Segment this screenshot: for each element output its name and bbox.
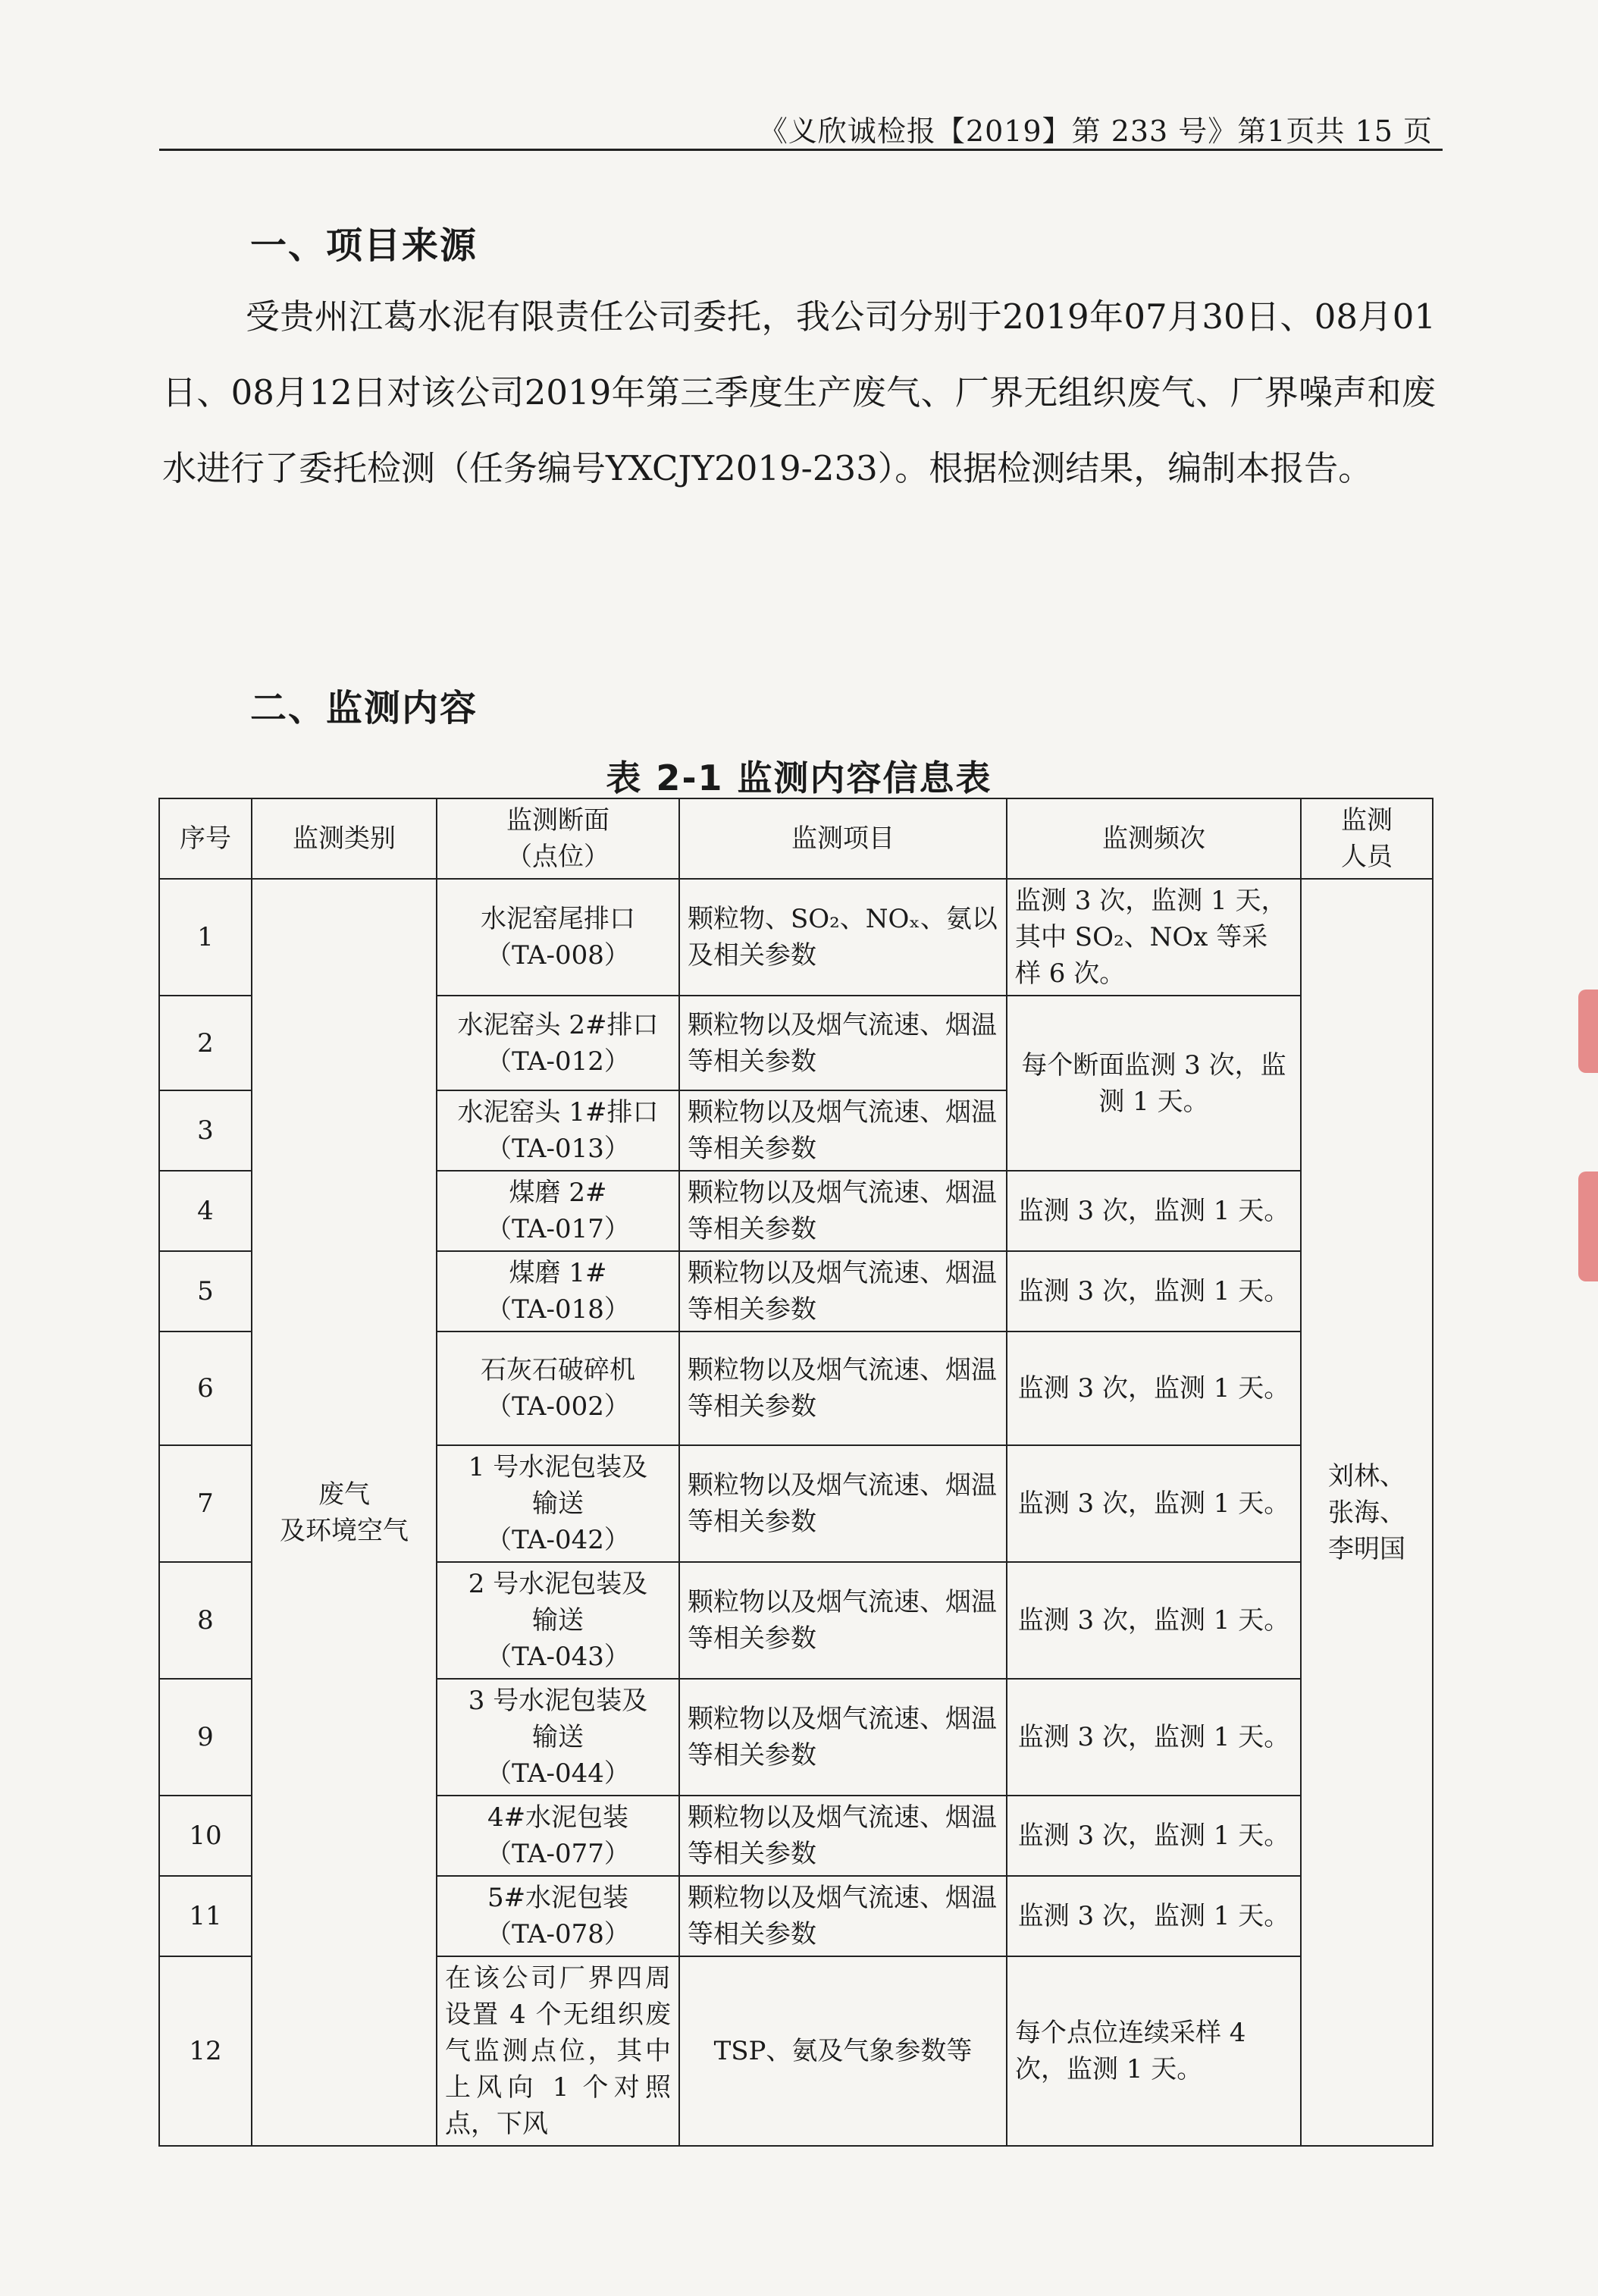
item-cell: 颗粒物以及烟气流速、烟温等相关参数 xyxy=(679,1251,1007,1331)
row-number: 7 xyxy=(159,1445,252,1562)
frequency-cell: 监测 3 次，监测 1 天。 xyxy=(1007,1445,1301,1562)
header-staff-line2: 人员 xyxy=(1341,842,1393,872)
item-cell: 颗粒物以及烟气流速、烟温等相关参数 xyxy=(679,1445,1007,1562)
frequency-cell: 监测 3 次，监测 1 天。 xyxy=(1007,1562,1301,1679)
point-cell: 煤磨 1# （TA-018） xyxy=(437,1251,679,1331)
point-cell: 5#水泥包装 （TA-078） xyxy=(437,1876,679,1956)
row-number: 8 xyxy=(159,1562,252,1679)
item-cell: 颗粒物以及烟气流速、烟温等相关参数 xyxy=(679,1331,1007,1445)
row-number: 1 xyxy=(159,879,252,996)
header-divider xyxy=(159,149,1443,151)
header-frequency: 监测频次 xyxy=(1007,798,1301,879)
frequency-cell: 监测 3 次，监测 1 天。 xyxy=(1007,1679,1301,1796)
header-no: 序号 xyxy=(159,798,252,879)
monitoring-info-table xyxy=(158,798,1434,2147)
point-cell: 4#水泥包装 （TA-077） xyxy=(437,1796,679,1876)
row-number: 3 xyxy=(159,1090,252,1171)
point-cell: 石灰石破碎机 （TA-002） xyxy=(437,1331,679,1445)
table-caption: 表 2-1 监测内容信息表 xyxy=(606,757,992,798)
row-number: 10 xyxy=(159,1796,252,1876)
frequency-cell: 每个断面监测 3 次，监测 1 天。 xyxy=(1007,996,1301,1171)
row-number: 11 xyxy=(159,1876,252,1956)
item-cell: 颗粒物以及烟气流速、烟温等相关参数 xyxy=(679,1171,1007,1251)
seal-mark-upper xyxy=(1578,990,1598,1073)
item-cell: 颗粒物以及烟气流速、烟温等相关参数 xyxy=(679,1562,1007,1679)
row-number: 2 xyxy=(159,996,252,1090)
header-staff xyxy=(1301,798,1433,879)
frequency-cell: 监测 3 次，监测 1 天。 xyxy=(1007,1251,1301,1331)
header-section-line2: （点位） xyxy=(506,842,609,872)
item-cell: 颗粒物以及烟气流速、烟温等相关参数 xyxy=(679,1679,1007,1796)
frequency-cell: 监测 3 次，监测 1 天。 xyxy=(1007,1876,1301,1956)
report-number-header: 《义欣诚检报【2019】第 233 号》第1页共 15 页 xyxy=(758,114,1433,148)
item-cell: TSP、氨及气象参数等 xyxy=(679,1956,1007,2146)
item-cell: 颗粒物以及烟气流速、烟温等相关参数 xyxy=(679,1796,1007,1876)
point-cell: 在该公司厂界四周设置 4 个无组织废气监测点位，其中上风向 1 个对照点，下风 xyxy=(437,1956,679,2146)
frequency-cell: 监测 3 次，监测 1 天。 xyxy=(1007,1331,1301,1445)
row-number: 12 xyxy=(159,1956,252,2146)
item-cell: 颗粒物、SO₂、NOₓ、氨以及相关参数 xyxy=(679,879,1007,996)
point-cell: 1 号水泥包装及 输送 （TA-042） xyxy=(437,1445,679,1562)
row-number: 5 xyxy=(159,1251,252,1331)
section-heading-monitoring-content: 二、监测内容 xyxy=(250,687,478,729)
header-section-line1: 监测断面 xyxy=(506,805,609,836)
table-row xyxy=(159,879,1433,996)
item-cell: 颗粒物以及烟气流速、烟温等相关参数 xyxy=(679,996,1007,1090)
point-cell: 水泥窑头 2#排口 （TA-012） xyxy=(437,996,679,1090)
frequency-cell: 监测 3 次，监测 1 天。 xyxy=(1007,1796,1301,1876)
header-category: 监测类别 xyxy=(252,798,437,879)
section-heading-project-source: 一、项目来源 xyxy=(250,224,478,267)
header-section xyxy=(437,798,679,879)
project-source-paragraph: 受贵州江葛水泥有限责任公司委托，我公司分别于2019年07月30日、08月01日、08月12日对该公司2019年第三季度生产废气、厂界无组织废气、厂界噪声和废水进行了委托检测（任务编号YXCJY2019-233）。根据检测结果，编制本报告。 xyxy=(162,296,1436,488)
table-header-row xyxy=(159,798,1433,879)
point-cell: 3 号水泥包装及 输送 （TA-044） xyxy=(437,1679,679,1796)
row-number: 6 xyxy=(159,1331,252,1445)
point-cell: 水泥窑头 1#排口 （TA-013） xyxy=(437,1090,679,1171)
staff-cell: 刘林、 张海、 李明国 xyxy=(1301,879,1433,2146)
point-cell: 煤磨 2# （TA-017） xyxy=(437,1171,679,1251)
item-cell: 颗粒物以及烟气流速、烟温等相关参数 xyxy=(679,1876,1007,1956)
frequency-cell: 每个点位连续采样 4 次，监测 1 天。 xyxy=(1007,1956,1301,2146)
row-number: 9 xyxy=(159,1679,252,1796)
header-staff-line1: 监测 xyxy=(1341,805,1393,836)
category-cell: 废气 及环境空气 xyxy=(252,879,437,2146)
frequency-cell: 监测 3 次，监测 1 天。 xyxy=(1007,1171,1301,1251)
header-items: 监测项目 xyxy=(679,798,1007,879)
frequency-cell: 监测 3 次，监测 1 天，其中 SO₂、NOx 等采样 6 次。 xyxy=(1007,879,1301,996)
seal-mark-lower xyxy=(1578,1172,1598,1281)
point-cell: 水泥窑尾排口 （TA-008） xyxy=(437,879,679,996)
row-number: 4 xyxy=(159,1171,252,1251)
item-cell: 颗粒物以及烟气流速、烟温等相关参数 xyxy=(679,1090,1007,1171)
point-cell: 2 号水泥包装及 输送 （TA-043） xyxy=(437,1562,679,1679)
